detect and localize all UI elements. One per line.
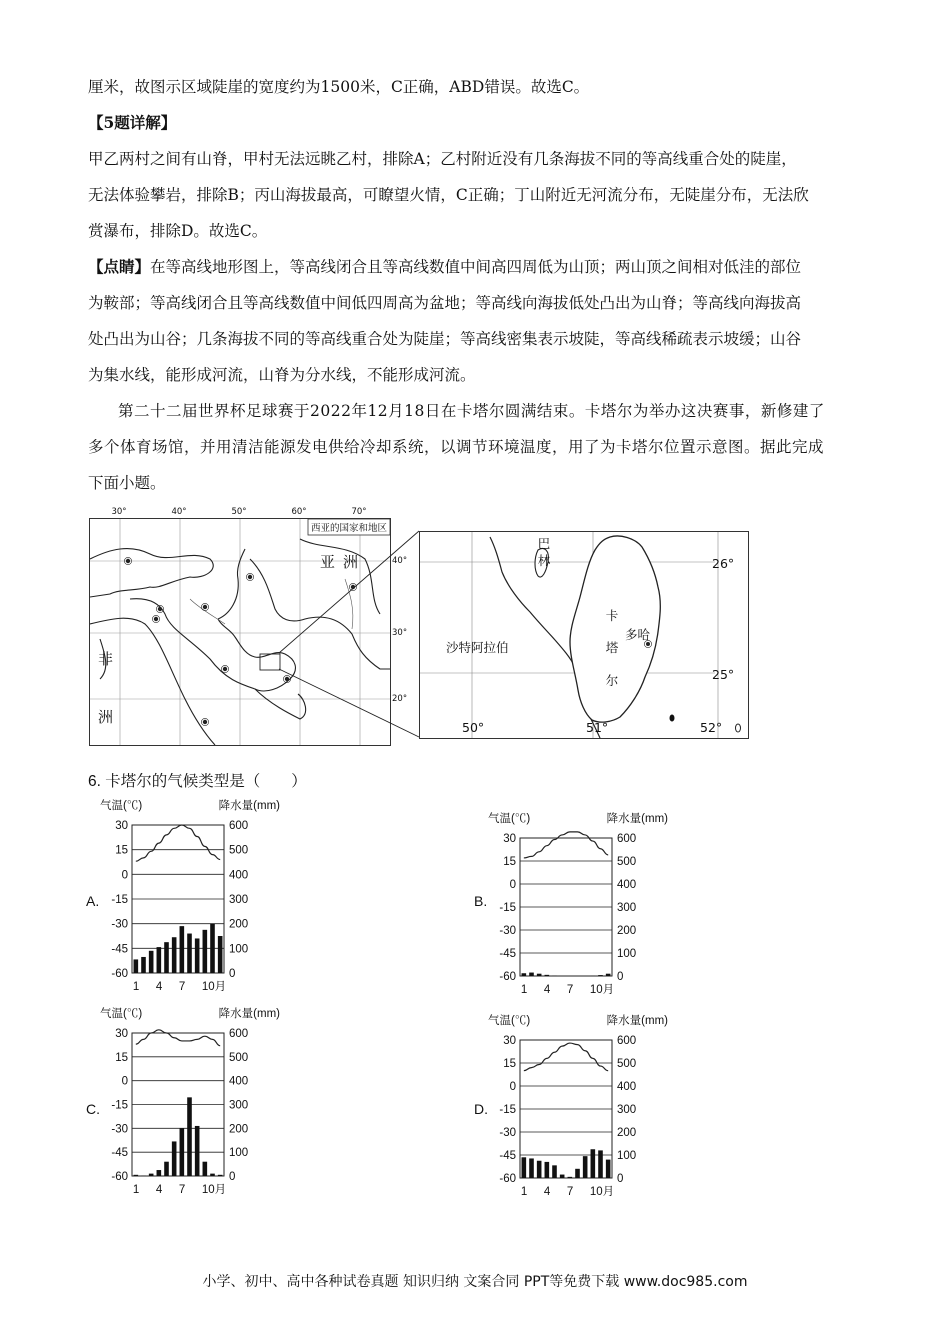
- option-c-label[interactable]: C.: [86, 1101, 100, 1117]
- x-tick-label: 4: [543, 1186, 551, 1198]
- precip-bar: [545, 1162, 550, 1178]
- answer-text-line: 为鞍部；等高线闭合且等高线数值中间低四周高为盆地；等高线向海拔低处凸出为山脊；等高线向海拔高: [88, 294, 802, 312]
- map-title: 西亚的国家和地区: [310, 523, 388, 534]
- answer-text-line: 甲乙两村之间有山脊，甲村无法远眺乙村，排除A；乙村附近没有几条海拔不同的等高线重合处的陡崖，: [88, 150, 797, 168]
- answer-text-line: 为集水线，能形成河流，山脊为分水线，不能形成河流。: [88, 366, 476, 384]
- precip-tick-label: 100: [617, 948, 637, 960]
- precip-bar: [157, 947, 162, 973]
- lat-label: 26°: [712, 556, 735, 571]
- precip-tick-label: 500: [229, 1051, 249, 1064]
- qatar-location-map: [419, 531, 749, 739]
- precip-bar: [591, 1149, 596, 1178]
- precip-tick-label: 300: [617, 1104, 637, 1116]
- precip-tick-label: 200: [617, 1127, 637, 1139]
- precip-tick-label: 300: [229, 894, 249, 906]
- tip-label: 【点睛】: [88, 257, 151, 276]
- saudi-label: 沙特阿拉伯: [446, 640, 509, 655]
- precip-tick-label: 600: [229, 1028, 249, 1040]
- question-intro-line: 多个体育场馆，并用清洁能源发电供给冷却系统，以调节环境温度，用了为卡塔尔位置示意图。据此完成: [88, 438, 825, 456]
- temp-tick-label: -45: [111, 943, 128, 956]
- temp-tick-label: -15: [111, 894, 128, 906]
- precip-tick-label: 600: [617, 1035, 637, 1047]
- precip-tick-label: 300: [617, 902, 637, 914]
- temp-tick-label: 30: [115, 1028, 128, 1040]
- precip-bar: [141, 957, 146, 973]
- precip-bar: [203, 1162, 208, 1176]
- lat-label: 30°: [392, 628, 408, 638]
- precip-bar: [537, 974, 542, 976]
- temp-tick-label: 0: [509, 1081, 516, 1093]
- temp-tick-label: -30: [111, 1123, 128, 1136]
- temp-tick-label: -60: [111, 1171, 128, 1183]
- precip-bar: [180, 926, 185, 973]
- temp-tick-label: -30: [111, 918, 128, 931]
- lon-label: 30°: [111, 507, 127, 517]
- precip-bar: [583, 1156, 588, 1178]
- precip-bar: [537, 1161, 542, 1178]
- x-tick-label: 7: [566, 1186, 574, 1198]
- x-tick-label: 4: [543, 984, 551, 996]
- precip-tick-label: 0: [229, 1171, 236, 1183]
- qatar-label-3: 尔: [605, 673, 619, 688]
- precip-bar: [172, 937, 177, 973]
- temp-tick-label: 15: [503, 856, 516, 868]
- precip-bar: [210, 924, 215, 973]
- temp-axis-title: 气温(℃): [488, 1015, 531, 1027]
- asia-label-1: 亚: [320, 553, 336, 571]
- precip-tick-label: 400: [617, 879, 637, 891]
- temp-tick-label: -60: [499, 971, 516, 983]
- precip-axis-title: 降水量(mm): [606, 1015, 668, 1027]
- temp-tick-label: 30: [115, 820, 128, 832]
- temp-tick-label: -45: [499, 1150, 516, 1162]
- precip-bar: [195, 1126, 200, 1176]
- asia-label-2: 洲: [343, 553, 359, 571]
- answer-text-line: 赏瀑布，排除D。故选C。: [88, 222, 268, 240]
- temp-tick-label: -15: [111, 1099, 128, 1112]
- temp-tick-label: 0: [121, 1075, 128, 1088]
- precip-axis-title: 降水量(mm): [606, 813, 668, 825]
- precip-axis-title: 降水量(mm): [218, 1008, 280, 1020]
- x-tick-label: 1: [520, 1186, 528, 1198]
- precip-bar: [218, 1175, 223, 1176]
- x-tick-label: 7: [566, 984, 574, 996]
- temp-tick-label: 30: [503, 833, 516, 845]
- precip-tick-label: 400: [617, 1081, 637, 1093]
- lon-label: 50°: [231, 507, 247, 517]
- precip-bar: [545, 975, 550, 976]
- africa-label-2: 洲: [98, 708, 114, 726]
- x-tick-label: 1: [132, 981, 140, 993]
- x-tick-label: 4: [155, 981, 163, 993]
- precip-tick-label: 500: [617, 1058, 637, 1070]
- precip-bar: [522, 973, 527, 976]
- lon-label: 51°: [586, 720, 609, 735]
- question-intro-line: 第二十二届世界杯足球赛于2022年12月18日在卡塔尔圆满结束。卡塔尔为举办这决赛事，新修建了: [118, 402, 825, 420]
- precip-tick-label: 400: [229, 1075, 249, 1088]
- question-6-stem: 6. 卡塔尔的气候类型是（ ）: [88, 773, 307, 790]
- temperature-curve: [524, 1043, 608, 1071]
- precip-bar: [149, 1174, 154, 1176]
- africa-label-1: 非: [98, 650, 114, 668]
- answer-text-line: 无法体验攀岩，排除B；丙山海拔最高，可瞭望火情，C正确；丁山附近无河流分布，无陡崖分布，无法欣: [88, 186, 809, 204]
- precip-bar: [172, 1141, 177, 1176]
- precip-tick-label: 300: [229, 1099, 249, 1112]
- x-tick-label: 7: [178, 981, 186, 993]
- precip-bar: [575, 1169, 580, 1178]
- lon-label: 52°: [700, 720, 723, 735]
- precip-bar: [606, 974, 611, 976]
- x-tick-label: 7: [178, 1184, 186, 1196]
- tip-text: 在等高线地形图上，等高线闭合且等高线数值中间高四周低为山顶；两山顶之间相对低洼的部位: [150, 258, 802, 276]
- precip-bar: [598, 1150, 603, 1178]
- temperature-curve: [524, 832, 608, 858]
- temperature-curve: [136, 825, 220, 861]
- temp-axis-title: 气温(℃): [100, 800, 143, 812]
- precip-bar: [218, 936, 223, 973]
- climate-chart-b: [488, 810, 668, 1004]
- precip-bar: [180, 1128, 185, 1176]
- lon-label: 50°: [462, 720, 485, 735]
- climate-chart-d: [488, 1012, 668, 1206]
- temp-tick-label: -45: [111, 1147, 128, 1160]
- temperature-curve: [136, 1030, 220, 1046]
- doha-label: 多哈: [625, 627, 651, 642]
- precip-bar: [134, 1175, 139, 1176]
- section-heading: 【5题详解】: [88, 113, 177, 132]
- answer-text-line: 厘米，故图示区域陡崖的宽度约为1500米，C正确，ABD错误。故选C。: [88, 78, 590, 96]
- precip-tick-label: 100: [617, 1150, 637, 1162]
- doha-marker: [646, 642, 650, 646]
- qatar-label-2: 塔: [605, 640, 619, 655]
- precip-tick-label: 600: [617, 833, 637, 845]
- precip-bar: [203, 930, 208, 973]
- x-tick-label: 1: [520, 984, 528, 996]
- question-intro-line: 下面小题。: [88, 474, 166, 492]
- precip-tick-label: 400: [229, 869, 249, 882]
- temp-tick-label: 15: [115, 1051, 128, 1064]
- climate-chart-c: [100, 1005, 280, 1204]
- precip-axis-title: 降水量(mm): [218, 800, 280, 812]
- precip-bar: [210, 1174, 215, 1176]
- precip-tick-label: 200: [229, 1123, 249, 1136]
- precip-bar: [598, 975, 603, 976]
- temp-tick-label: 15: [503, 1058, 516, 1070]
- precip-bar: [195, 938, 200, 973]
- temp-tick-label: -15: [499, 1104, 516, 1116]
- precip-tick-label: 0: [617, 971, 624, 983]
- precip-bar: [134, 959, 139, 973]
- temp-tick-label: -45: [499, 948, 516, 960]
- temp-tick-label: -30: [499, 1127, 516, 1139]
- bahrain-label-2: 林: [537, 553, 551, 568]
- answer-text-line: 处凸出为山谷；几条海拔不同的等高线重合处为陡崖；等高线密集表示坡陡，等高线稀疏表示坡缓；山谷: [88, 330, 802, 348]
- climate-chart-a: [100, 797, 280, 1001]
- precip-bar: [560, 1175, 565, 1178]
- precip-bar: [522, 1157, 527, 1178]
- lon-label: 40°: [171, 507, 187, 517]
- precip-tick-label: 100: [229, 1147, 249, 1160]
- precip-bar: [568, 1177, 573, 1178]
- precip-tick-label: 500: [617, 856, 637, 868]
- lat-label: 25°: [712, 667, 735, 682]
- temp-tick-label: 30: [503, 1035, 516, 1047]
- x-tick-label: 10月: [589, 1186, 615, 1198]
- precip-bar: [529, 1158, 534, 1178]
- bahrain-label-1: 巴: [537, 536, 551, 551]
- precip-tick-label: 0: [617, 1173, 624, 1185]
- precip-bar: [164, 1162, 169, 1176]
- x-tick-label: 10月: [201, 981, 227, 993]
- precip-tick-label: 500: [229, 844, 249, 857]
- page-footer: 小学、初中、高中各种试卷真题 知识归纳 文案合同 PPT等免费下载 www.doc985.com: [202, 1274, 748, 1290]
- precip-bar: [606, 1160, 611, 1178]
- precip-bar: [552, 1165, 557, 1178]
- temp-tick-label: 0: [509, 879, 516, 891]
- lat-label: 40°: [392, 556, 408, 566]
- temp-tick-label: -15: [499, 902, 516, 914]
- precip-tick-label: 200: [229, 918, 249, 931]
- x-tick-label: 10月: [589, 984, 615, 996]
- precip-bar: [187, 1097, 192, 1176]
- precip-tick-label: 0: [229, 968, 236, 980]
- x-tick-label: 1: [132, 1184, 140, 1196]
- precip-bar: [157, 1170, 162, 1176]
- temp-axis-title: 气温(℃): [100, 1008, 143, 1020]
- option-d-label[interactable]: D.: [474, 1101, 488, 1117]
- precip-tick-label: 600: [229, 820, 249, 832]
- temp-tick-label: -60: [499, 1173, 516, 1185]
- precip-bar: [187, 934, 192, 973]
- temp-tick-label: -60: [111, 968, 128, 980]
- precip-tick-label: 200: [617, 925, 637, 937]
- temp-tick-label: 0: [121, 869, 128, 882]
- temp-axis-title: 气温(℃): [488, 813, 531, 825]
- precip-bar: [164, 942, 169, 973]
- option-a-label[interactable]: A.: [86, 893, 100, 909]
- temp-tick-label: 15: [115, 844, 128, 857]
- x-tick-label: 4: [155, 1184, 163, 1196]
- lon-label: 70°: [351, 507, 367, 517]
- option-b-label[interactable]: B.: [474, 893, 488, 909]
- precip-tick-label: 100: [229, 943, 249, 956]
- precip-bar: [529, 973, 534, 976]
- lat-label: 20°: [392, 694, 408, 704]
- qatar-label-1: 卡: [605, 608, 619, 623]
- precip-bar: [149, 951, 154, 973]
- temp-tick-label: -30: [499, 925, 516, 937]
- lon-label: 60°: [291, 507, 307, 517]
- x-tick-label: 10月: [201, 1184, 227, 1196]
